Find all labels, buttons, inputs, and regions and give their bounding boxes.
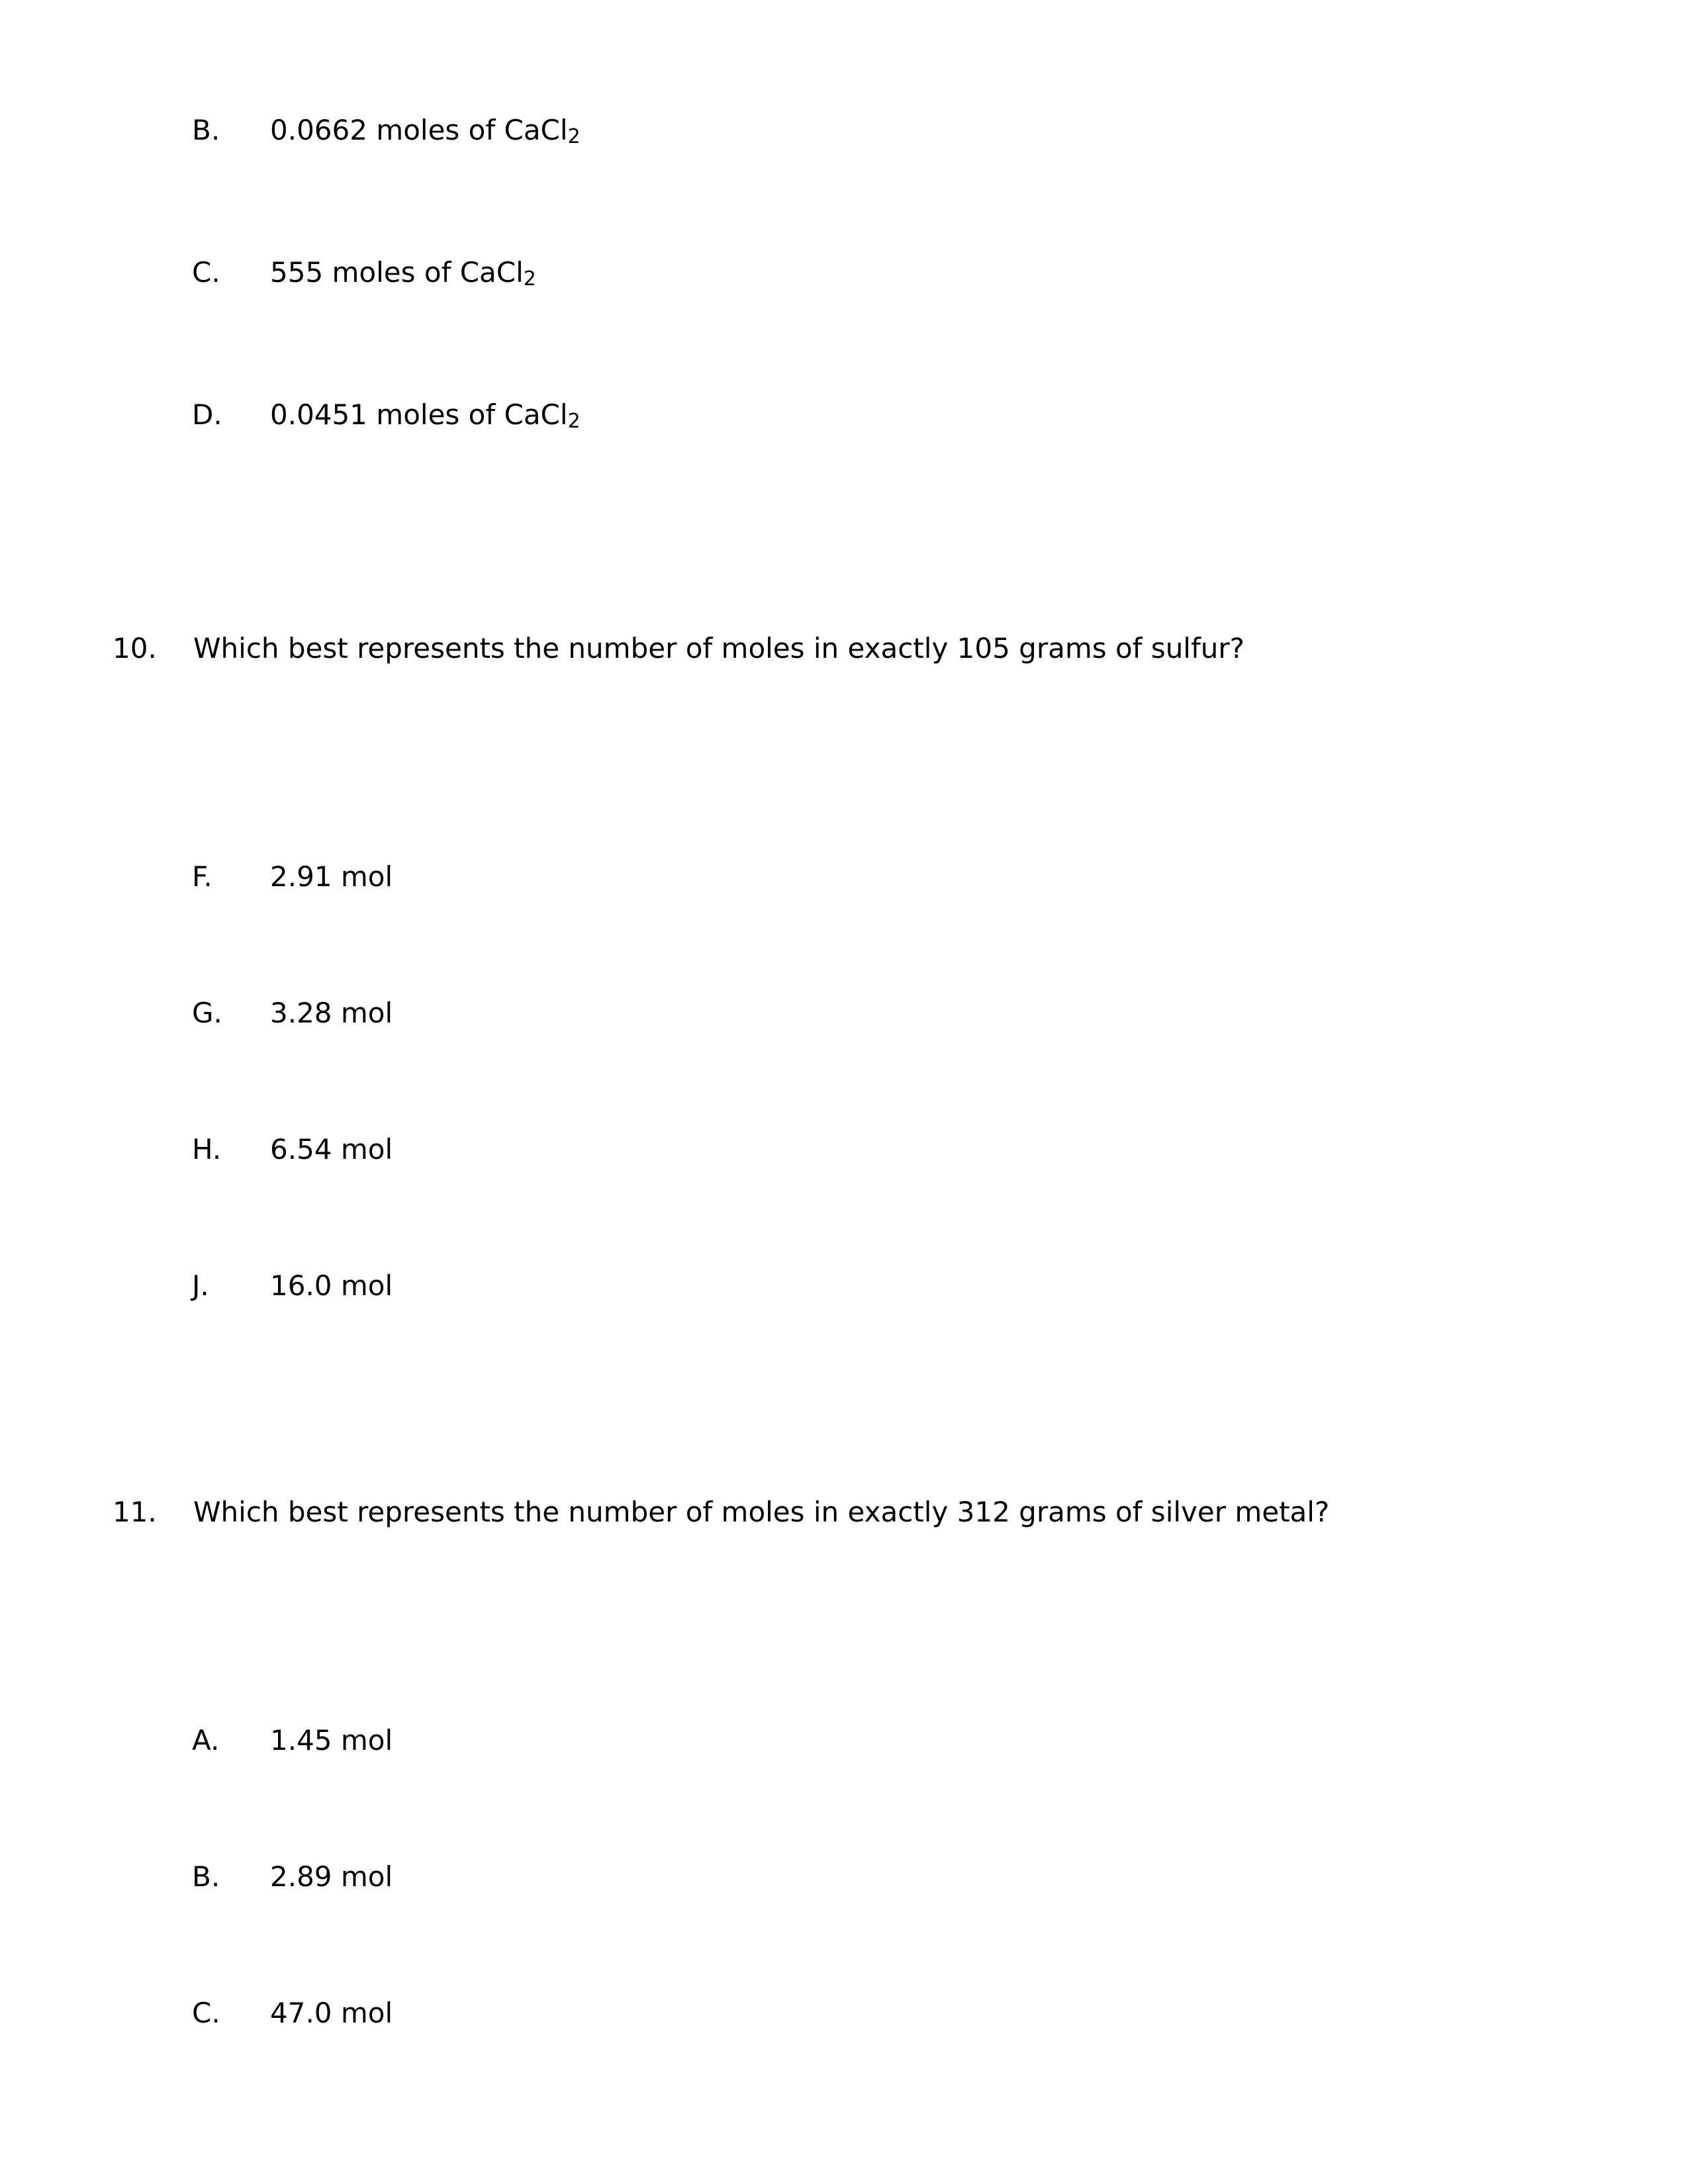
option-letter: B. <box>192 1860 220 1893</box>
question-number: 10. <box>113 632 157 664</box>
option-text <box>270 256 536 293</box>
question-10 <box>113 632 1569 665</box>
option-letter: C. <box>192 1997 220 2029</box>
option-letter: F. <box>192 860 212 893</box>
question-number: 11. <box>113 1496 157 1528</box>
option-letter: C. <box>192 256 220 289</box>
answer-option <box>192 1269 1119 1302</box>
answer-option <box>192 1133 1119 1166</box>
option-letter: A. <box>192 1724 220 1756</box>
question-text: Which best represents the number of moles in exactly 105 grams of sulfur? <box>193 632 1244 664</box>
option-text: 2.91 mol <box>270 860 393 893</box>
answer-option <box>192 997 1119 1030</box>
option-letter: H. <box>192 1133 222 1165</box>
subscript: 2 <box>567 410 581 433</box>
option-text: 1.45 mol <box>270 1724 393 1756</box>
answer-option <box>192 114 1119 147</box>
option-letter: J. <box>192 1269 209 1302</box>
option-letter: B. <box>192 114 220 146</box>
option-text <box>270 114 581 150</box>
option-text-main: 0.0662 moles of CaCl <box>270 114 568 146</box>
option-text: 16.0 mol <box>270 1269 393 1302</box>
option-letter: G. <box>192 997 222 1029</box>
answer-option <box>192 1997 1119 2030</box>
option-text: 47.0 mol <box>270 1997 393 2029</box>
subscript: 2 <box>567 125 581 148</box>
answer-option <box>192 860 1119 893</box>
question-11 <box>113 1496 1569 1529</box>
answer-option <box>192 398 1119 432</box>
option-text: 3.28 mol <box>270 997 393 1029</box>
option-text-main: 0.0451 moles of CaCl <box>270 398 568 431</box>
option-letter: D. <box>192 398 222 431</box>
subscript: 2 <box>523 267 536 291</box>
answer-option <box>192 1724 1119 1757</box>
answer-option <box>192 1860 1119 1893</box>
option-text: 6.54 mol <box>270 1133 393 1165</box>
question-text: Which best represents the number of moles in exactly 312 grams of silver metal? <box>193 1496 1330 1528</box>
option-text: 2.89 mol <box>270 1860 393 1893</box>
option-text-main: 555 moles of CaCl <box>270 256 524 289</box>
option-text <box>270 398 581 435</box>
answer-option <box>192 256 1119 289</box>
